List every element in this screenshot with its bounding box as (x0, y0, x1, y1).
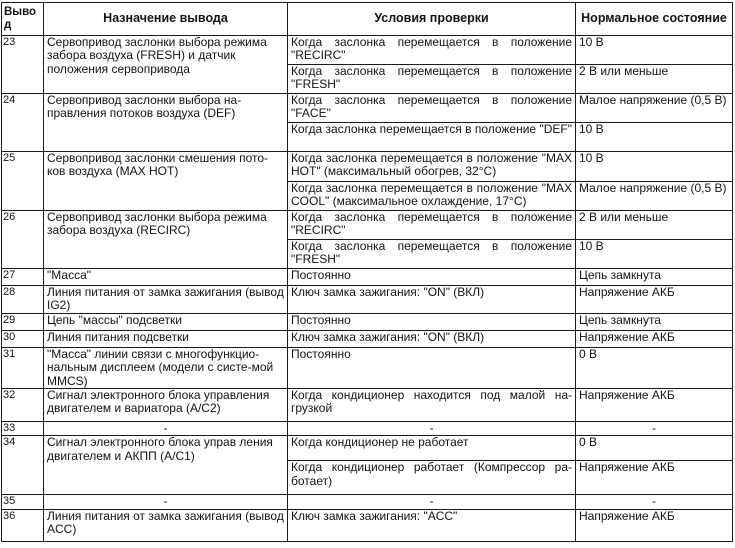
normal-state: 2 В или меньше (576, 65, 733, 94)
pin-number: 26 (2, 211, 44, 269)
normal-state: Напряжение АКБ (576, 330, 733, 347)
pin-number: 30 (2, 330, 44, 347)
normal-state: - (576, 495, 733, 509)
pin-number: 27 (2, 269, 44, 286)
pin-number: 31 (2, 347, 44, 388)
table-body (2, 36, 733, 542)
pin-number: 24 (2, 94, 44, 152)
pin-purpose: - (44, 495, 288, 509)
normal-state: Напряжение АКБ (576, 461, 733, 495)
header-row (2, 3, 733, 36)
check-condition: Ключ замка зажигания: "ON" (ВКЛ) (288, 330, 576, 347)
normal-state: 10 В (576, 240, 733, 269)
pin-purpose: Линия питания от замка зажигания (вывод ACC) (44, 509, 288, 541)
normal-state: 0 В (576, 436, 733, 461)
normal-state: Цепь замкнута (576, 313, 733, 330)
normal-state: 10 В (576, 152, 733, 182)
header-pin: Вывод (2, 3, 44, 36)
table-row (2, 495, 733, 509)
pin-number: 25 (2, 152, 44, 211)
normal-state: 10 В (576, 36, 733, 65)
table-row (2, 313, 733, 330)
check-condition: Когда заслонка перемещается в положение "FACE" (288, 94, 576, 123)
check-condition: - (288, 422, 576, 436)
check-condition: Постоянно (288, 269, 576, 286)
check-condition: Когда заслонка перемещается в положение "FRESH" (288, 240, 576, 269)
check-condition: Когда заслонка перемещается в положение "DEF" (288, 123, 576, 152)
table-row (2, 436, 733, 461)
pin-purpose: Сервопривод заслонки выбора режима забора воздуха (FRESH) и датчик положения сервопривода (44, 36, 288, 94)
pin-number: 36 (2, 509, 44, 541)
header-normal-state: Нормальное состояние (576, 3, 733, 36)
normal-state: - (576, 422, 733, 436)
pin-purpose: Сервопривод заслонки выбора режима забора воздуха (RECIRC) (44, 211, 288, 269)
pin-purpose: "Масса" линии связи с многофункцио-нальным дисплеем (модели с систе-мой MMCS) (44, 347, 288, 388)
pin-purpose: Сервопривод заслонки смешения пото-ков воздуха (MAX HOT) (44, 152, 288, 211)
check-condition: Ключ замка зажигания: "ON" (ВКЛ) (288, 286, 576, 314)
connector-pinout-table (1, 2, 733, 542)
table-row (2, 509, 733, 541)
check-condition: Когда заслонка перемещается в положение "RECIRC" (288, 211, 576, 240)
table-row (2, 152, 733, 182)
normal-state: Малое напряжение (0,5 В) (576, 94, 733, 123)
pin-purpose: Сигнал электронного блока управ ления двигателем и АКПП (A/C1) (44, 436, 288, 495)
header-purpose: Назначение вывода (44, 3, 288, 36)
pin-purpose: Сервопривод заслонки выбора на-правления потоков воздуха (DEF) (44, 94, 288, 152)
normal-state: 10 В (576, 123, 733, 152)
table-row (2, 211, 733, 240)
normal-state: 0 В (576, 347, 733, 388)
pin-purpose: Линия питания от замка зажигания (вывод IG2) (44, 286, 288, 314)
table-row (2, 389, 733, 422)
normal-state: Малое напряжение (0,5 В) (576, 182, 733, 211)
check-condition: Когда заслонка перемещается в положение "MAX HOT" (максимальный обогрев, 32°C) (288, 152, 576, 182)
check-condition: Когда заслонка перемещается в положение "FRESH" (288, 65, 576, 94)
check-condition: Когда заслонка перемещается в положение "MAX COOL" (максимальное охлаждение, 17°C) (288, 182, 576, 211)
pin-number: 32 (2, 389, 44, 422)
pin-purpose: Линия питания подсветки (44, 330, 288, 347)
header-conditions: Условия проверки (288, 3, 576, 36)
table-row (2, 347, 733, 388)
check-condition: Когда кондиционер работает (Компрессор ра-ботает) (288, 461, 576, 495)
pin-number: 29 (2, 313, 44, 330)
table-row (2, 330, 733, 347)
table-row (2, 36, 733, 65)
pin-number: 34 (2, 436, 44, 495)
normal-state: Напряжение АКБ (576, 286, 733, 314)
pin-purpose: Сигнал электронного блока управления двигателем и вариатора (A/C2) (44, 389, 288, 422)
check-condition: Постоянно (288, 347, 576, 388)
check-condition: Когда кондиционер находится под малой на-грузкой (288, 389, 576, 422)
pin-number: 35 (2, 495, 44, 509)
pin-number: 28 (2, 286, 44, 314)
check-condition: Ключ замка зажигания: "ACC" (288, 509, 576, 541)
table-row (2, 269, 733, 286)
check-condition: Когда кондиционер не работает (288, 436, 576, 461)
normal-state: Цепь замкнута (576, 269, 733, 286)
pin-purpose: Цепь "массы" подсветки (44, 313, 288, 330)
table-row (2, 286, 733, 314)
check-condition: Постоянно (288, 313, 576, 330)
check-condition: - (288, 495, 576, 509)
pin-purpose: - (44, 422, 288, 436)
table-row (2, 422, 733, 436)
check-condition: Когда заслонка перемещается в положение "RECIRC" (288, 36, 576, 65)
pin-number: 23 (2, 36, 44, 94)
table-row (2, 94, 733, 123)
pin-purpose: "Масса" (44, 269, 288, 286)
normal-state: 2 В или меньше (576, 211, 733, 240)
normal-state: Напряжение АКБ (576, 509, 733, 541)
normal-state: Напряжение АКБ (576, 389, 733, 422)
pin-number: 33 (2, 422, 44, 436)
